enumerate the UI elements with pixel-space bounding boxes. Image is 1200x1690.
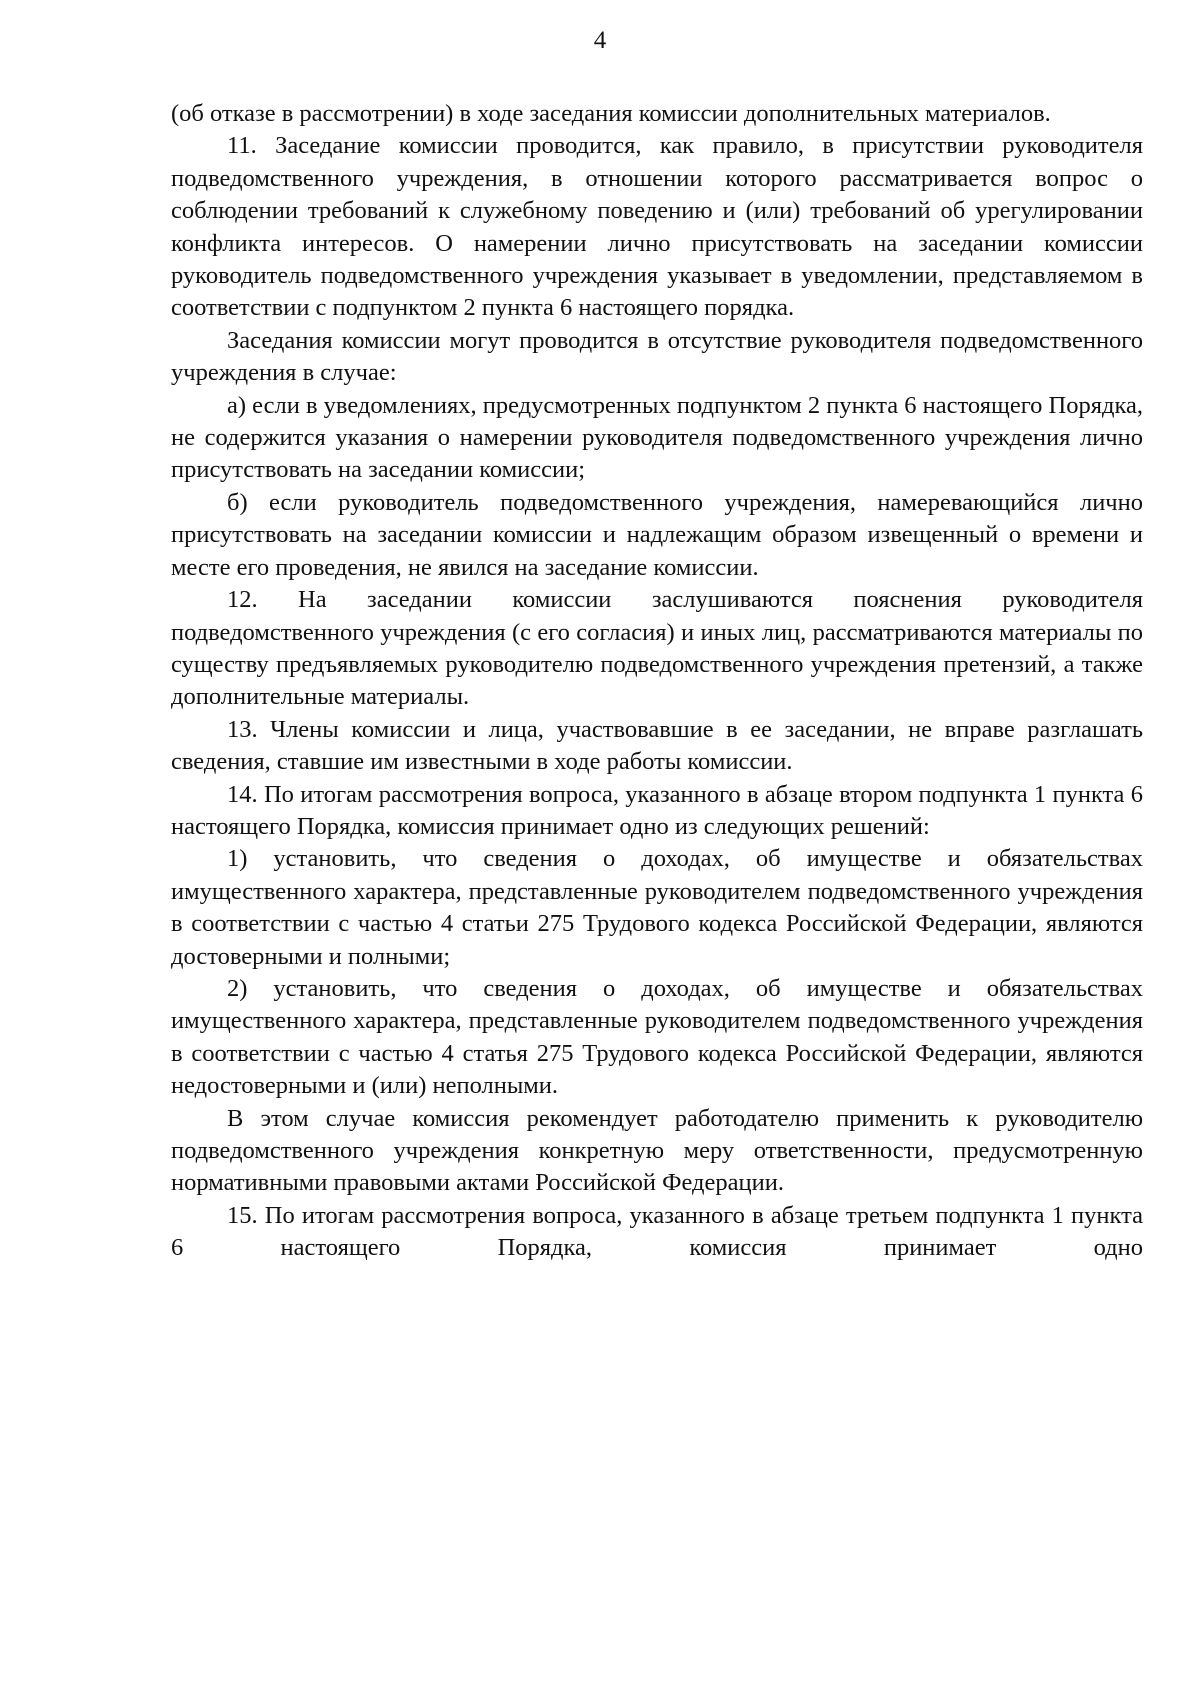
paragraph-5: б) если руководитель подведомственного учреждения, намеревающийся лично присутствовать на заседании комиссии и надлежащим образом извещенный о времени и месте его проведения, не явился на заседание комиссии. <box>171 488 1143 581</box>
paragraph-2: 11. Заседание комиссии проводится, как правило, в присутствии руководителя подведомственного учреждения, в отношении которого рассматривается вопрос о соблюдении требований к служебному поведению и (или) требований об урегулировании конфликта интересов. О намерении лично присутствовать на заседании комиссии руководитель подведомственного учреждения указывает в уведомлении, представляемом в соответствии с подпунктом 2 пункта 6 настоящего порядка. <box>171 132 1143 322</box>
paragraph-8: 14. По итогам рассмотрения вопроса, указанного в абзаце втором подпункта 1 пункта 6 настоящего Порядка, комиссия принимает одно из следующих решений: <box>171 780 1143 840</box>
paragraph-6: 12. На заседании комиссии заслушиваются пояснения руководителя подведомственного учреждения (с его согласия) и иных лиц, рассматриваются материалы по существу предъявляемых руководителю подведомственного учреждения претензий, а также дополнительные материалы. <box>171 586 1143 711</box>
paragraph-4: а) если в уведомлениях, предусмотренных подпунктом 2 пункта 6 настоящего Порядка, не содержится указания о намерении руководителя подведомственного учреждения лично присутствовать на заседании комиссии; <box>171 391 1143 484</box>
document-body <box>171 98 1143 1265</box>
paragraph-12: 15. По итогам рассмотрения вопроса, указанного в абзаце третьем подпункта 1 пункта 6 настоящего Порядка, комиссия принимает одно <box>171 1201 1143 1262</box>
paragraph-3: Заседания комиссии могут проводится в отсутствие руководителя подведомственного учреждения в случае: <box>171 326 1143 387</box>
page-number: 4 <box>593 27 607 54</box>
paragraph-9: 1) установить, что сведения о доходах, об имуществе и обязательствах имущественного характера, представленные руководителем подведомственного учреждения в соответствии с частью 4 статьи 275 Трудового кодекса Российской Федерации, являются достоверными и полными; <box>171 845 1143 970</box>
paragraph-10: 2) установить, что сведения о доходах, об имуществе и обязательствах имущественного характера, представленные руководителем подведомственного учреждения в соответствии с частью 4 статья 275 Трудового кодекса Российской Федерации, являются недостоверными и (или) неполными. <box>171 974 1143 1100</box>
paragraph-1: (об отказе в рассмотрении) в ходе заседания комиссии дополнительных материалов. <box>171 100 1051 127</box>
paragraph-11: В этом случае комиссия рекомендует работодателю применить к руководителю подведомственного учреждения конкретную меру ответственности, предусмотренную нормативными правовыми актами Российской Федерации. <box>171 1104 1143 1197</box>
paragraph-7: 13. Члены комиссии и лица, участвовавшие в ее заседании, не вправе разглашать сведения, ставшие им известными в ходе работы комиссии. <box>171 715 1143 776</box>
